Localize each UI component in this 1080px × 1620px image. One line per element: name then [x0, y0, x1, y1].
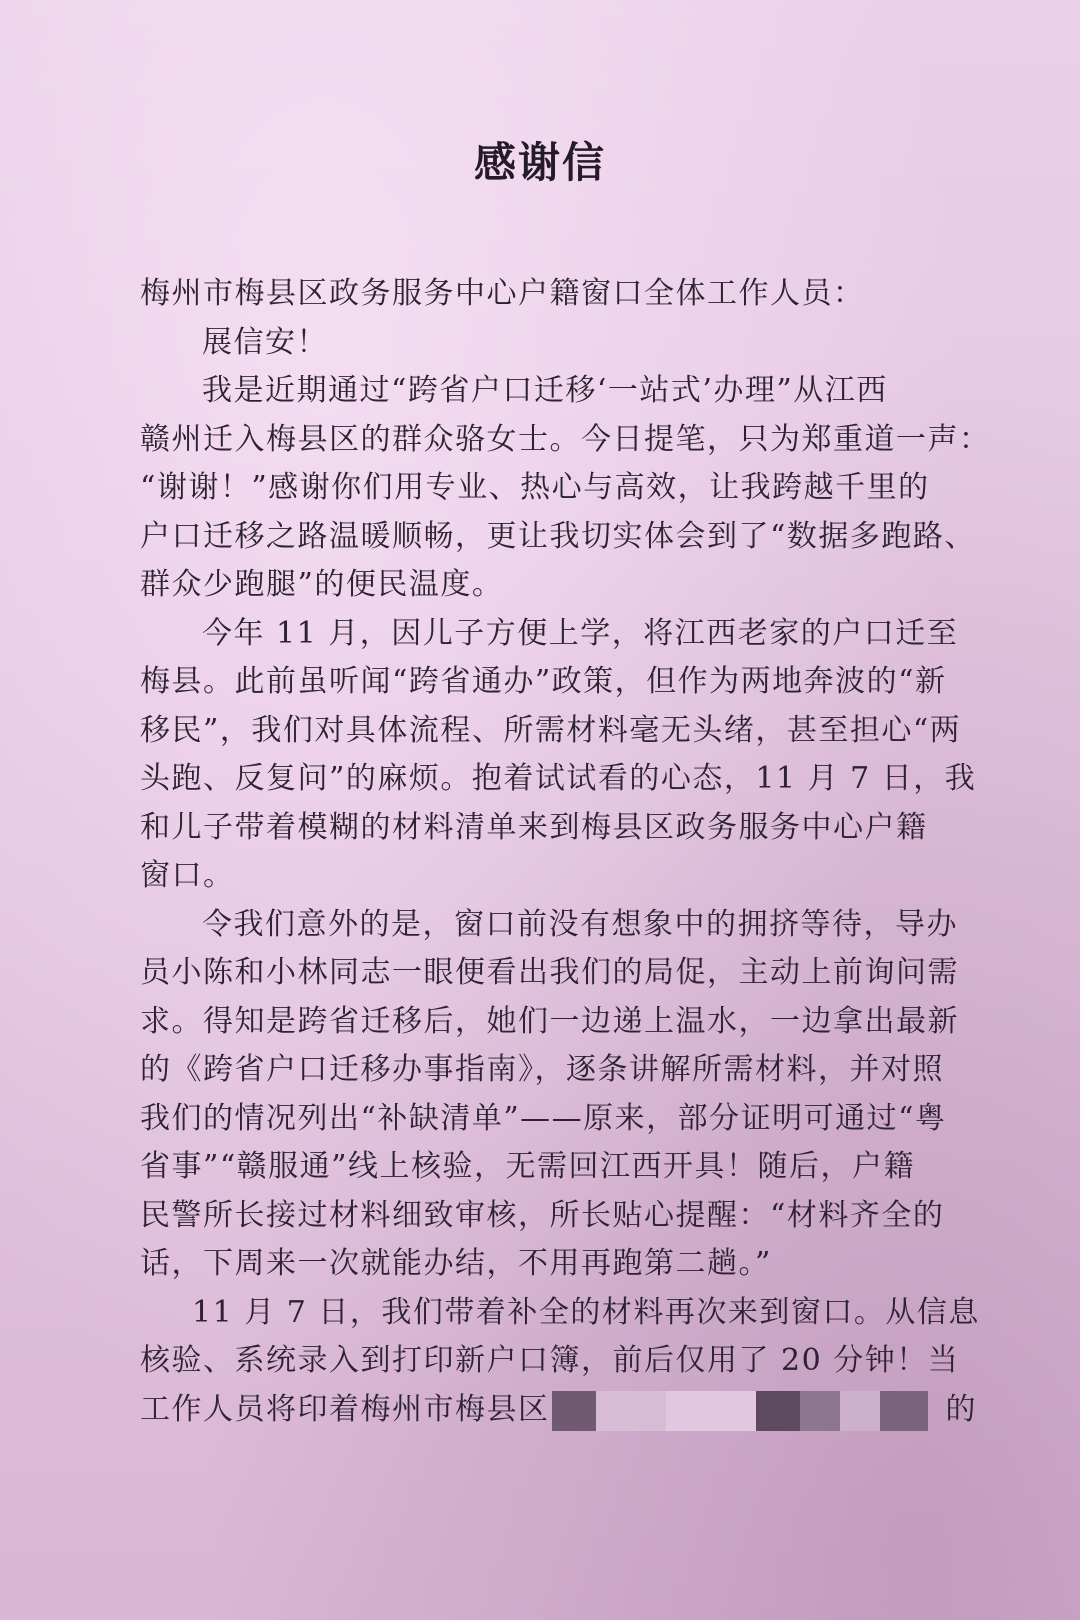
body-line-redacted [140, 1386, 977, 1435]
body-line: “谢谢！”感谢你们用专业、热心与高效，让我跨越千里的 [140, 470, 930, 505]
body-line: 头跑、反复问”的麻烦。抱着试试看的心态，11 月 7 日，我 [140, 761, 977, 796]
body-line: 赣州迁入梅县区的群众骆女士。今日提笔，只为郑重道一声： [140, 421, 991, 457]
body-line: 员小陈和小林同志一眼便看出我们的局促，主动上前询问需 [140, 955, 959, 990]
body-line: 梅县。此前虽听闻“跨省通办”政策，但作为两地奔波的“新 [140, 664, 947, 699]
body-line: 的《跨省户口迁移办事指南》，逐条讲解所需材料，并对照 [140, 1052, 944, 1087]
body-line-text: 的 [945, 1391, 977, 1427]
letter-title: 感谢信 [473, 138, 606, 187]
salutation-line: 梅州市梅县区政务服务中心户籍窗口全体工作人员： [140, 276, 865, 311]
body-line: 民警所长接过材料细致审核，所长贴心提醒：“材料齐全的 [140, 1197, 945, 1233]
body-line: 省事”“赣服通”线上核验，无需回江西开具！随后，户籍 [140, 1149, 916, 1184]
body-line: 我们的情况列出“补缺清单”——原来，部分证明可通过“粤 [140, 1100, 947, 1136]
body-line-text: 工作人员将印着梅州市梅县区 [140, 1391, 550, 1427]
body-line: 户口迁移之路温暖顺畅，更让我切实体会到了“数据多跑路、 [140, 518, 976, 554]
body-line: 11 月 7 日，我们带着补全的材料再次来到窗口。从信息 [192, 1294, 980, 1330]
body-line: 今年 11 月，因儿子方便上学，将江西老家的户口迁至 [202, 615, 959, 651]
greeting-line: 展信安！ [202, 324, 328, 360]
redaction-block [552, 1391, 944, 1431]
body-line: 我是近期通过“跨省户口迁移‘一站式’办理”从江西 [202, 373, 888, 408]
body-line: 核验、系统录入到打印新户口簿，前后仅用了 20 分钟！当 [140, 1343, 960, 1378]
letter-body [140, 270, 991, 1434]
body-line: 移民”，我们对具体流程、所需材料毫无头绪，甚至担心“两 [140, 712, 962, 748]
body-line: 和儿子带着模糊的材料清单来到梅县区政务服务中心户籍 [140, 809, 928, 845]
body-line: 令我们意外的是，窗口前没有想象中的拥挤等待，导办 [202, 906, 958, 942]
body-line: 群众少跑腿”的便民温度。 [140, 567, 504, 602]
body-line: 求。得知是跨省迁移后，她们一边递上温水，一边拿出最新 [140, 1003, 959, 1039]
body-line: 话，下周来一次就能办结，不用再跑第二趟。” [140, 1246, 772, 1281]
body-line: 窗口。 [140, 858, 235, 893]
